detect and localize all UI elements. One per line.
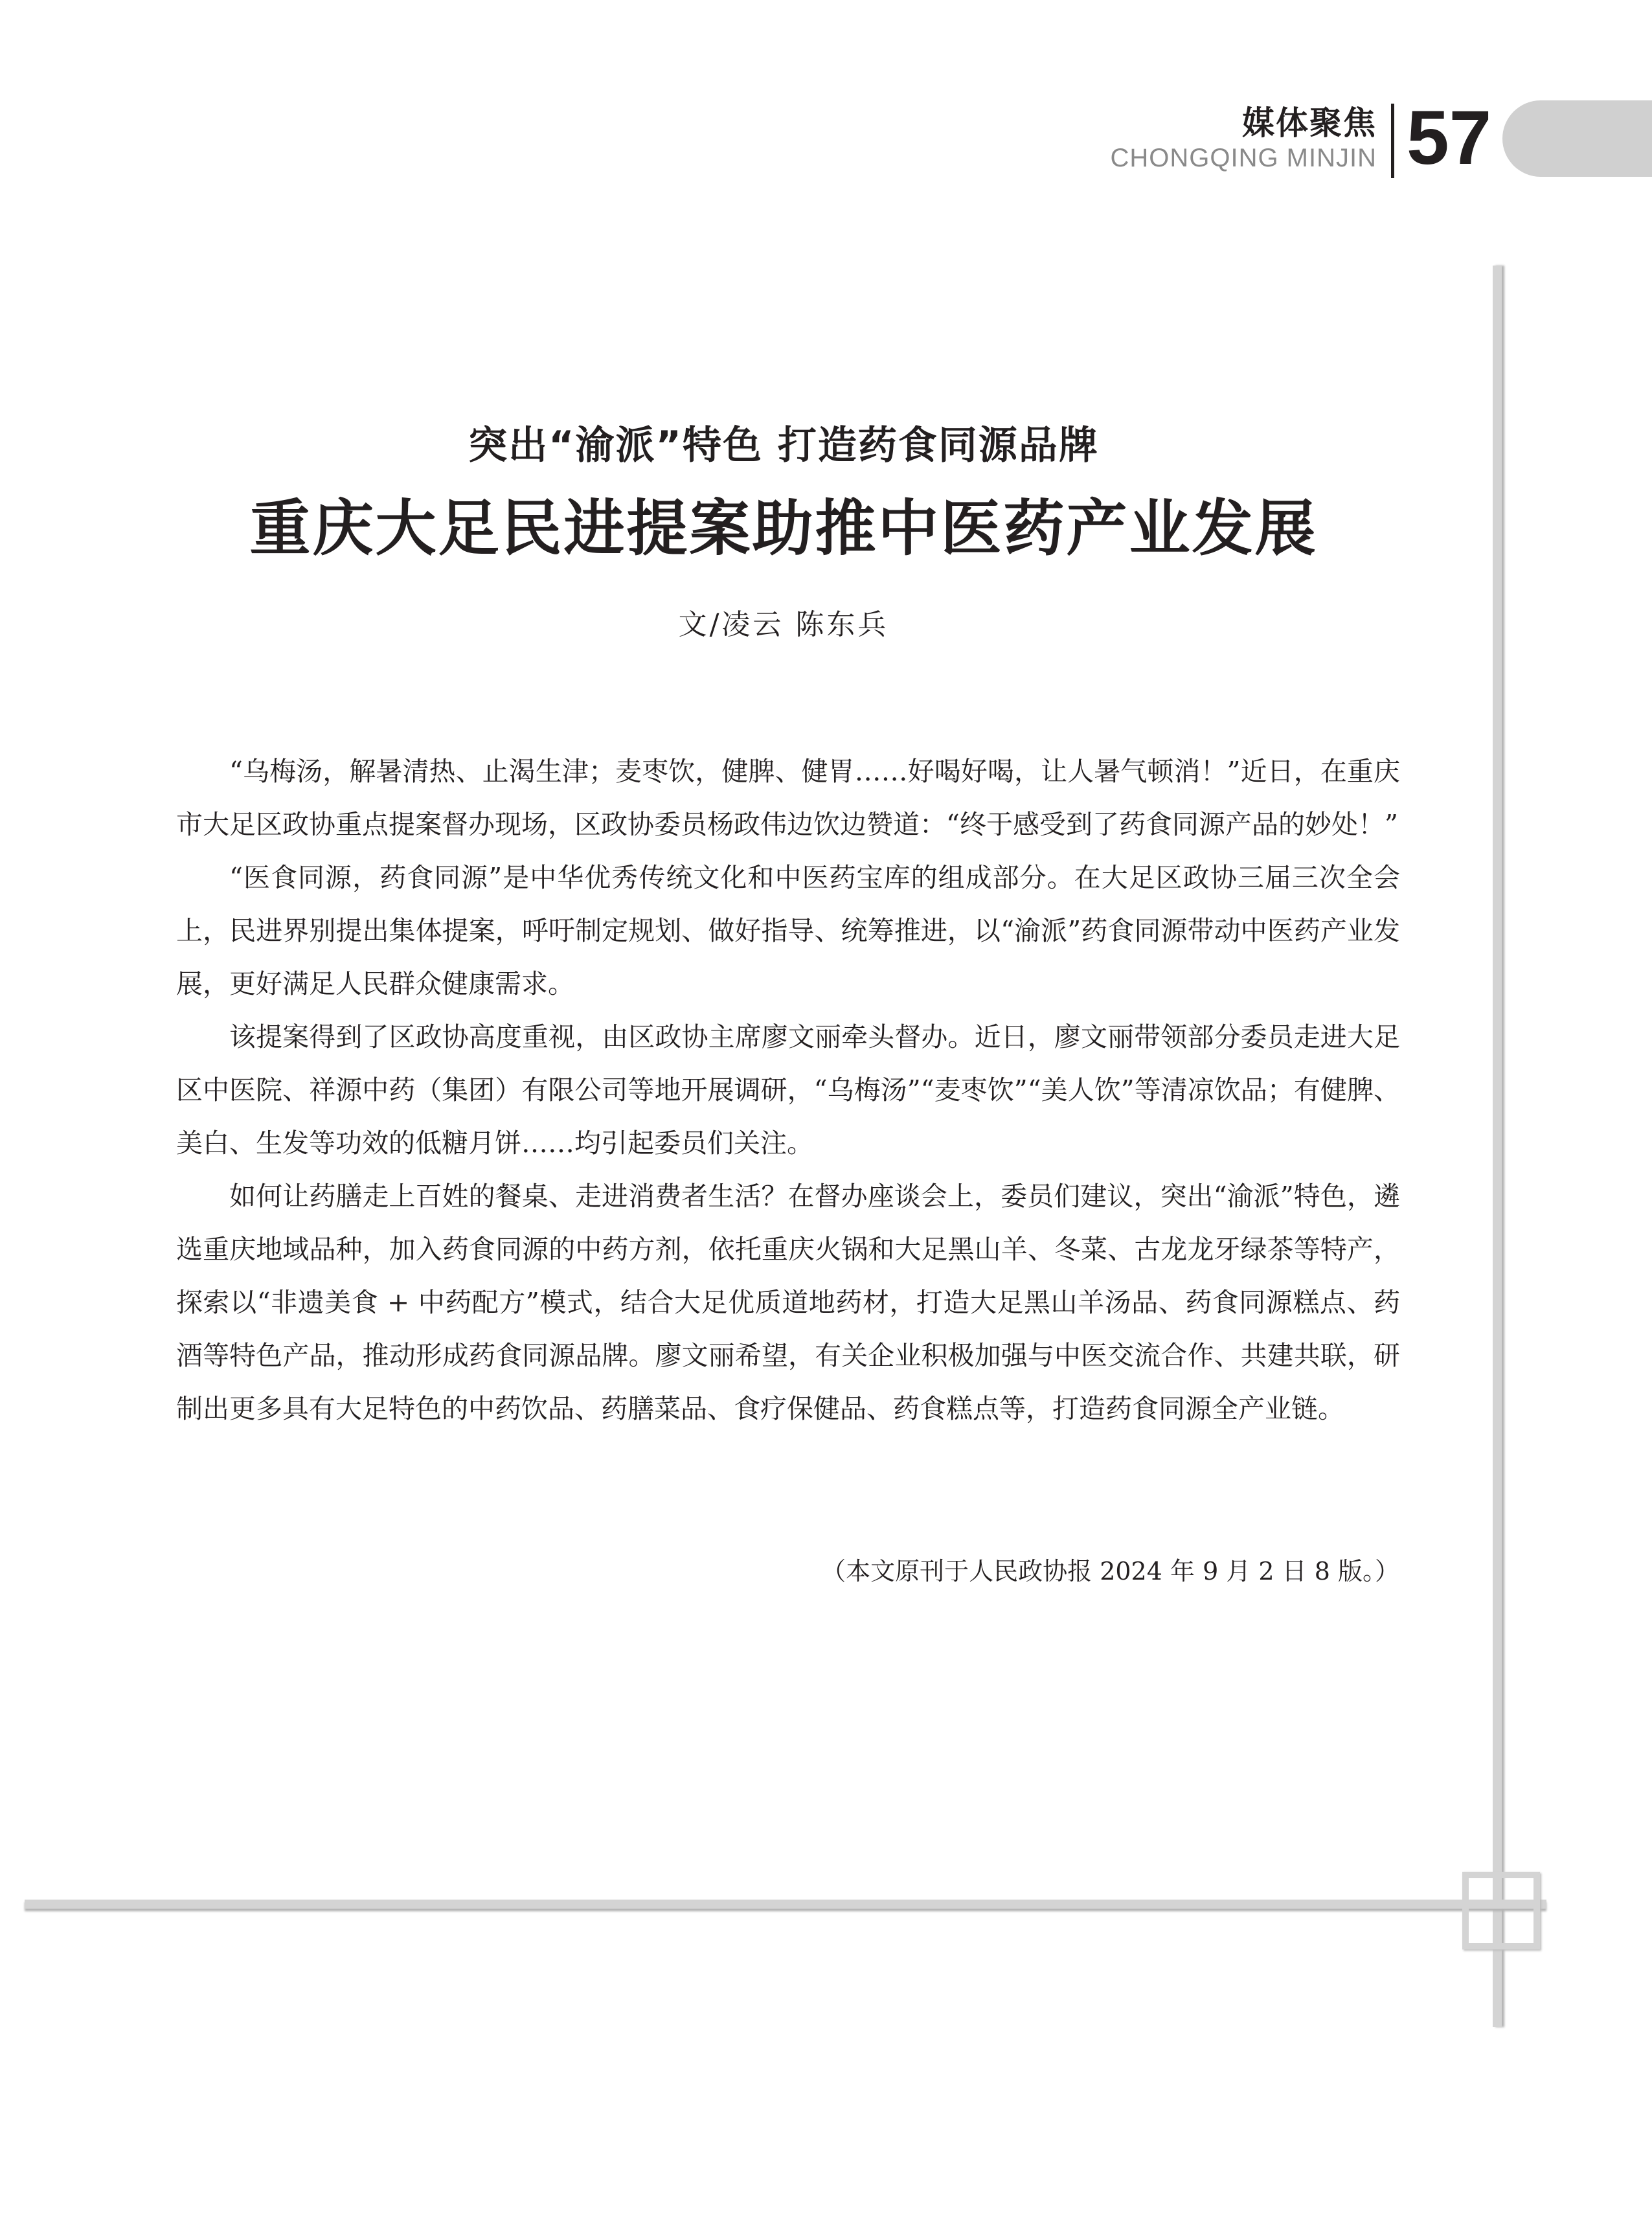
header-section-label: 媒体聚焦 [1242,104,1377,142]
paragraph: 该提案得到了区政协高度重视，由区政协主席廖文丽牵头督办。近日，廖文丽带领部分委员走进大足区中医院、祥源中药（集团）有限公司等地开展调研，“乌梅汤”“麦枣饮”“美人饮”等清凉饮品；有健脾、美白、生发等功效的低糖月饼……均引起委员们关注。 [176,1021,1400,1159]
header-tab-decoration [1502,100,1652,177]
paragraph: “乌梅汤，解暑清热、止渴生津；麦枣饮，健脾、健胃……好喝好喝，让人暑气顿消！”近日，在重庆市大足区政协重点提案督办现场，区政协委员杨政伟边饮边赞道：“终于感受到了药食同源产品的妙处！” [176,756,1400,840]
article-byline: 文/凌云 陈东兵 [678,608,889,641]
article-subtitle: 突出“渝派”特色 打造药食同源品牌 [468,423,1099,468]
header-section-subtitle: CHONGQING MINJIN [1110,144,1377,172]
header-divider [1391,104,1394,178]
paragraph: 如何让药膳走上百姓的餐桌、走进消费者生活？在督办座谈会上，委员们建议，突出“渝派”特色，遴选重庆地域品种，加入药食同源的中药方剂，依托重庆火锅和大足黑山羊、冬菜、古龙龙牙绿茶等特产，探索以“非遗美食 + 中药配方”模式，结合大足优质道地药材，打造大足黑山羊汤品、药食同源糕点、药酒等特色产品，推动形成药食同源品牌。廖文丽希望，有关企业积极加强与中医交流合作、共建共联，研制出更多具有大足特色的中药饮品、药膳菜品、食疗保健品、药食糕点等，打造药食同源全产业链。 [176,1181,1400,1424]
page-number: 57 [1407,95,1492,181]
article-title: 重庆大足民进提案助推中医药产业发展 [249,494,1318,564]
frame-corner-box [1462,1872,1540,1949]
source-note: （本文原刊于人民政协报 2024 年 9 月 2 日 8 版。） [821,1557,1399,1585]
paragraph: “医食同源，药食同源”是中华优秀传统文化和中医药宝库的组成部分。在大足区政协三届三次全会上，民进界别提出集体提案，呼吁制定规划、做好指导、统筹推进，以“渝派”药食同源带动中医药产业发展，更好满足人民群众健康需求。 [176,862,1400,999]
article-body [176,745,1400,1435]
frame-horizontal-line [25,1900,1546,1909]
